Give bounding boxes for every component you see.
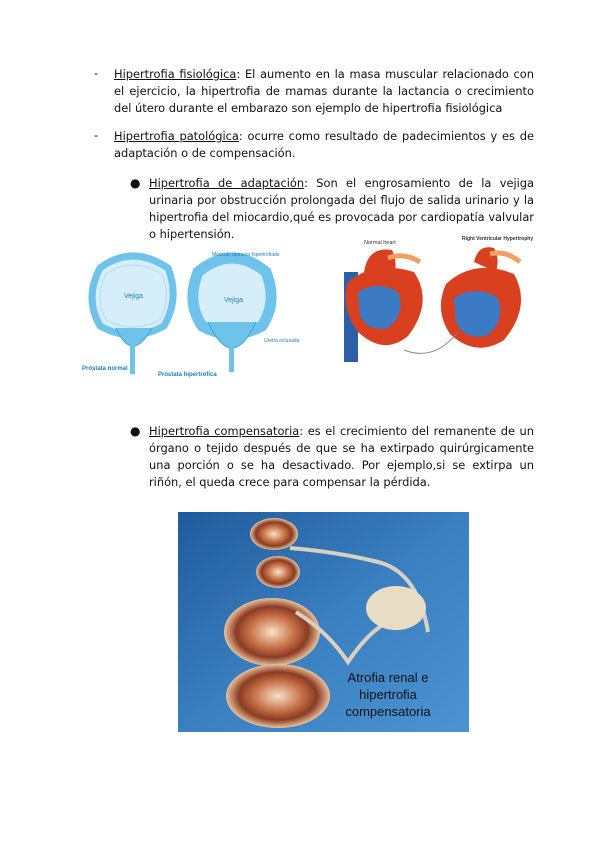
paragraph-hipertrofia-patologica — [114, 128, 534, 162]
bladder-illustration — [80, 246, 302, 380]
prostate-normal-label: Próstata normal — [82, 366, 128, 372]
paragraph-hipertrofia-fisiologica — [114, 66, 534, 117]
small-kidney-bottom — [256, 556, 300, 588]
photo-caption-line3: compensatoria — [345, 704, 431, 719]
definition-text: : El aumento en la masa muscular relacionado con el ejercicio, la hipertrofia de mamas durante la lactancia o crecimiento del útero durante el embarazo son ejemplo de hipertrofia fisiológica — [114, 67, 534, 115]
prostate-hyper-label: Próstata hipertrófica — [158, 372, 217, 378]
list-bullet: ● — [130, 424, 141, 438]
heart-hypertrophy-illustration — [334, 232, 534, 366]
term-hipertrofia-compensatoria: Hipertrofia compensatoria — [149, 424, 300, 438]
paragraph-hipertrofia-compensatoria — [149, 423, 534, 491]
bladder-specimen — [366, 586, 426, 630]
bladder-label-normal: Vejiga — [124, 293, 144, 300]
list-bullet: ● — [130, 176, 141, 190]
bladder-label-hyper: Vejiga — [224, 297, 244, 304]
photo-caption-line2: hipertrofia — [359, 687, 417, 702]
large-kidney-top — [224, 598, 320, 666]
list-dash: - — [94, 66, 99, 80]
definition-text: : Son el engrosamiento de la vejiga urinaria por obstrucción prolongada del flujo de salida urinario y la hipertrofia del miocardio,qué es provocada por cardiopatía valvular o hipertensión. — [149, 176, 534, 241]
muscle-label: Músculo detrusor hipertrofiado — [212, 252, 280, 258]
urethra-label: Uretra oclusada — [264, 338, 300, 344]
photo-caption-line1: Atrofia renal e — [347, 670, 429, 685]
normal-heart-label: Normal heart — [364, 240, 396, 246]
kidney-photo — [178, 512, 469, 732]
hypertrophy-heart-label: Right Ventricular Hypertrophy — [462, 236, 534, 242]
term-hipertrofia-patologica: Hipertrofia patológica — [114, 129, 239, 143]
definition-text: : ocurre como resultado de padecimientos y es de adaptación o de compensación. — [114, 129, 534, 160]
definition-text: : es el crecimiento del remanente de un órgano o tejido después de que se ha extirpado quirúrgicamente una porción o se ha desactivado. Por ejemplo,si se extirpa un riñón, el queda crece para compensar la pérdida. — [149, 424, 534, 489]
list-dash: - — [94, 128, 99, 142]
term-hipertrofia-adaptacion: Hipertrofia de adaptación — [149, 176, 305, 190]
large-kidney-bottom — [226, 664, 330, 728]
small-kidney-top — [250, 518, 298, 550]
term-hipertrofia-fisiologica: Hipertrofia fisiológica — [114, 67, 237, 81]
